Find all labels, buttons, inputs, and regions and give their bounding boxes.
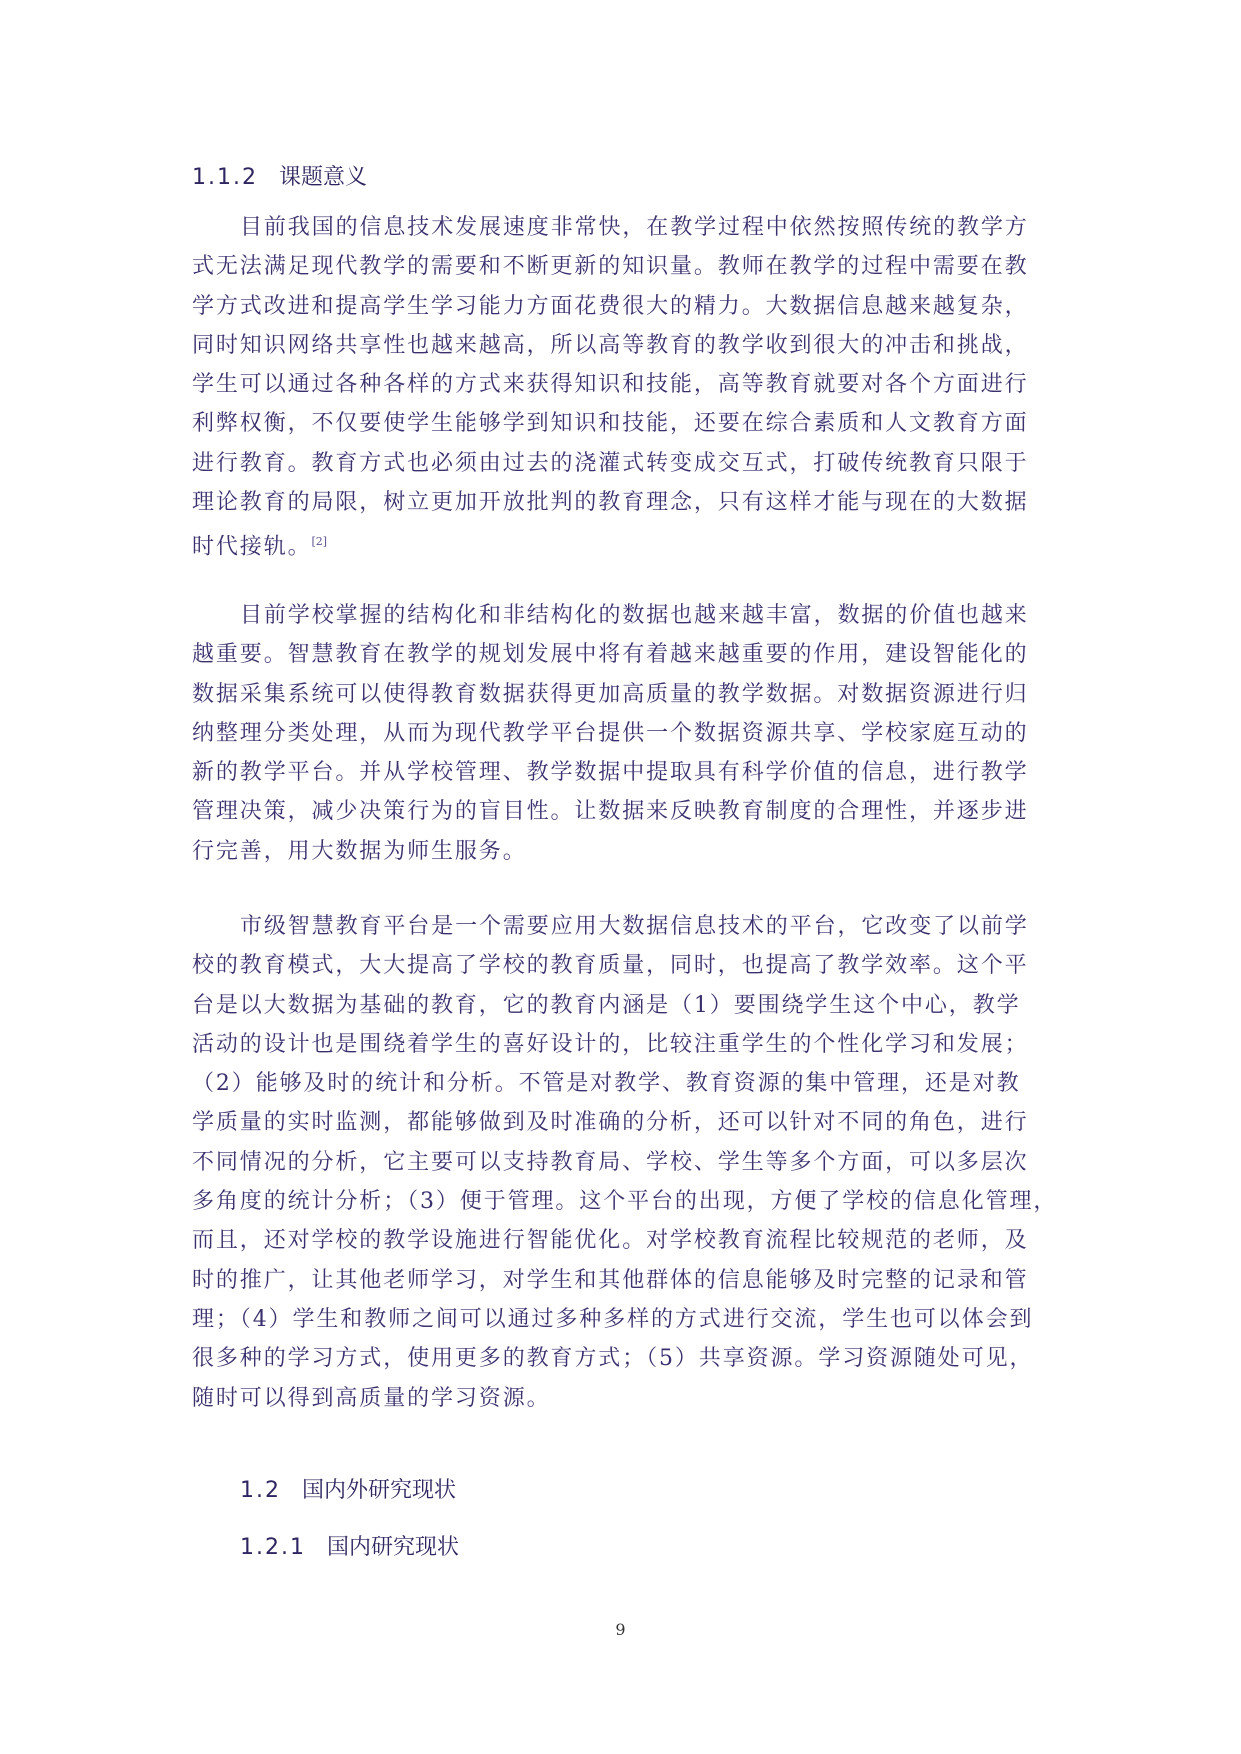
paragraph-line: 学方式改进和提高学生学习能力方面花费很大的精力。大数据信息越来越复杂， — [192, 293, 1029, 319]
subheading-domestic — [240, 1530, 459, 1561]
paragraph-line: 理；（4）学生和教师之间可以通过多种多样的方式进行交流，学生也可以体会到 — [192, 1306, 1034, 1332]
section-number: 1.1.2 — [192, 165, 258, 190]
paragraph-line: 理论教育的局限，树立更加开放批判的教育理念，只有这样才能与现在的大数据 — [192, 490, 1029, 516]
page-number: 9 — [615, 1620, 626, 1639]
subheading-number: 1.2 — [240, 1478, 281, 1503]
paragraph-line: 台是以大数据为基础的教育，它的教育内涵是（1）要围绕学生这个中心，教学 — [192, 992, 1021, 1018]
paragraph-line: 学质量的实时监测，都能够做到及时准确的分析，还可以针对不同的角色，进行 — [192, 1110, 1029, 1136]
paragraph-line: 不同情况的分析，它主要可以支持教育局、学校、学生等多个方面，可以多层次 — [192, 1149, 1029, 1175]
paragraph-1 — [192, 208, 1052, 562]
paragraph-line: 同时知识网络共享性也越来越高，所以高等教育的教学收到很大的冲击和挑战， — [192, 332, 1029, 358]
paragraph-line: （2）能够及时的统计和分析。不管是对教学、教育资源的集中管理，还是对教 — [192, 1071, 1021, 1097]
paragraph-line: 活动的设计也是围绕着学生的喜好设计的，比较注重学生的个性化学习和发展； — [192, 1031, 1029, 1057]
paragraph-line: 校的教育模式，大大提高了学校的教育质量，同时，也提高了教学效率。这个平 — [192, 953, 1029, 979]
paragraph-line-text: 时代接轨。 — [192, 534, 312, 560]
paragraph-line: 学生可以通过各种各样的方式来获得知识和技能，高等教育就要对各个方面进行 — [192, 372, 1029, 398]
paragraph-line: 市级智慧教育平台是一个需要应用大数据信息技术的平台，它改变了以前学 — [240, 914, 1029, 939]
paragraph-line: 目前学校掌握的结构化和非结构化的数据也越来越丰富，数据的价值也越来 — [240, 603, 1029, 628]
subheading-title: 国内外研究现状 — [302, 1478, 457, 1503]
paragraph-line: 纳整理分类处理，从而为现代教学平台提供一个数据资源共享、学校家庭互动的 — [192, 720, 1029, 746]
subheading-title: 国内研究现状 — [326, 1535, 459, 1560]
paragraph-line: 进行教育。教育方式也必须由过去的浇灌式转变成交互式，打破传统教育只限于 — [192, 450, 1029, 476]
paragraph-line: 管理决策，减少决策行为的盲目性。让数据来反映教育制度的合理性，并逐步进 — [192, 799, 1029, 825]
subheading-domestic-foreign — [240, 1473, 456, 1504]
section-title: 课题意义 — [278, 165, 367, 190]
paragraph-line: 利弊权衡，不仅要使学生能够学到知识和技能，还要在综合素质和人文教育方面 — [192, 411, 1029, 437]
paragraph-line: 行完善，用大数据为师生服务。 — [192, 838, 527, 864]
paragraph-line: 而且，还对学校的教学设施进行智能优化。对学校教育流程比较规范的老师，及 — [192, 1228, 1029, 1254]
paragraph-3 — [192, 907, 1058, 1418]
paragraph-line: 随时可以得到高质量的学习资源。 — [192, 1385, 551, 1411]
section-heading — [192, 160, 367, 191]
paragraph-last-line — [192, 522, 1052, 561]
paragraph-line: 式无法满足现代教学的需要和不断更新的知识量。教师在教学的过程中需要在教 — [192, 254, 1029, 280]
paragraph-line: 新的教学平台。并从学校管理、教学数据中提取具有科学价值的信息，进行教学 — [192, 760, 1029, 786]
paragraph-line: 很多种的学习方式，使用更多的教育方式；（5）共享资源。学习资源随处可见， — [192, 1346, 1034, 1372]
paragraph-line: 数据采集系统可以使得教育数据获得更加高质量的教学数据。对数据资源进行归 — [192, 681, 1029, 707]
paragraph-line: 时的推广，让其他老师学习，对学生和其他群体的信息能够及时完整的记录和管 — [192, 1267, 1029, 1293]
paragraph-2 — [192, 596, 1052, 871]
paragraph-line: 越重要。智慧教育在教学的规划发展中将有着越来越重要的作用，建设智能化的 — [192, 642, 1029, 668]
paragraph-line: 多角度的统计分析；（3）便于管理。这个平台的出现，方便了学校的信息化管理， — [192, 1189, 1058, 1215]
subheading-number: 1.2.1 — [240, 1535, 306, 1560]
paragraph-line: 目前我国的信息技术发展速度非常快，在教学过程中依然按照传统的教学方 — [240, 215, 1029, 240]
citation-reference[interactable]: [2] — [311, 535, 328, 549]
